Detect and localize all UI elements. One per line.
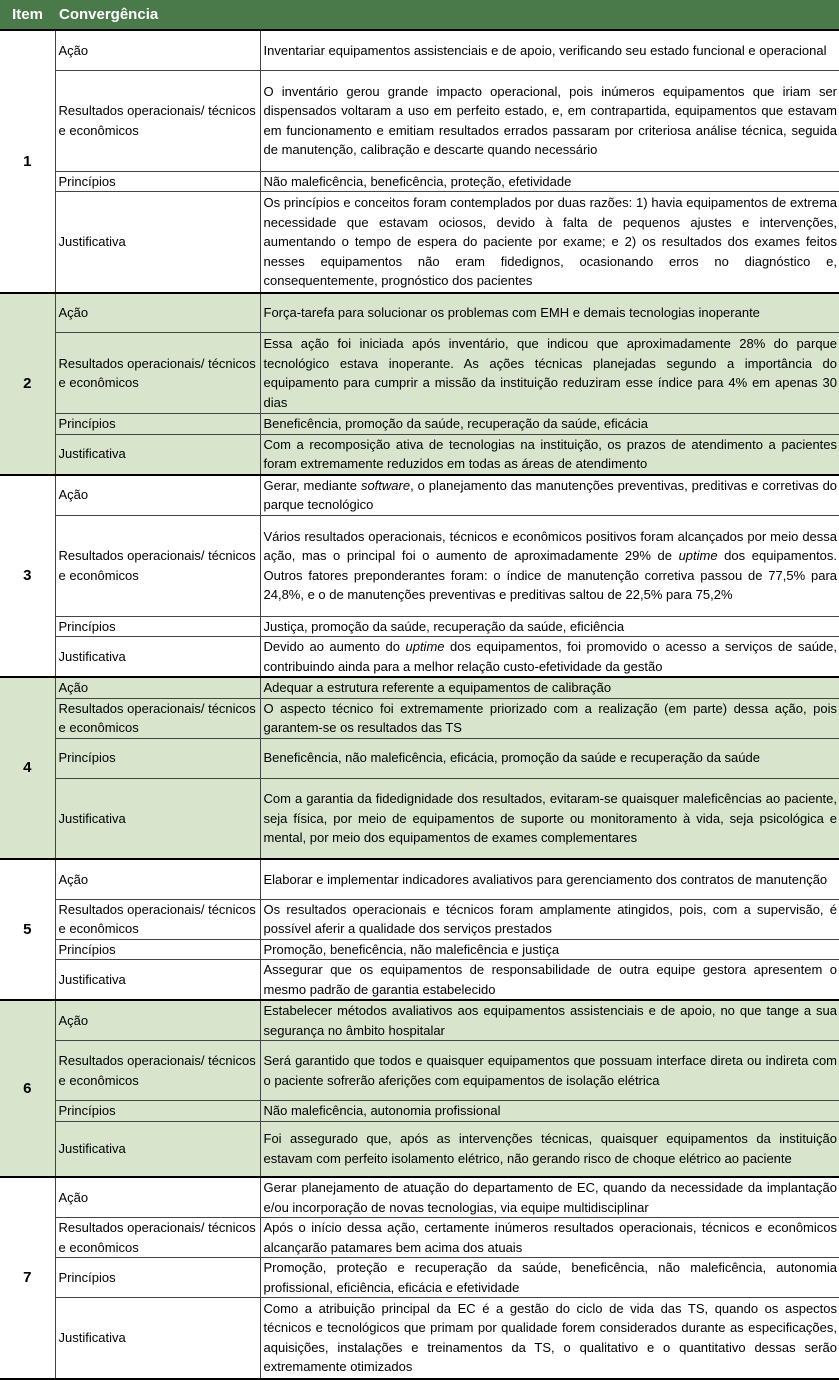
item-number: 7 (0, 1177, 55, 1379)
justificativa-label: Justificativa (55, 778, 260, 859)
resultados-text: Essa ação foi iniciada após inventário, que indicou que aproximadamente 28% do parque tecnológico estava inoperante. As ações técnicas planejadas segundo a importância do equipamento para cumprir a missão da instituição reduziram esse índice para 4% em apenas 30 dias (260, 333, 839, 414)
acao-label: Ação (55, 1177, 260, 1218)
justificativa-label: Justificativa (55, 1298, 260, 1379)
resultados-label: Resultados operacionais/ técnicos e econômicos (55, 899, 260, 939)
acao-label: Ação (55, 475, 260, 516)
acao-text: Inventariar equipamentos assistenciais e de apoio, verificando seu estado funcional e operacional (260, 30, 839, 70)
principios-text: Beneficência, não maleficência, eficácia, promoção da saúde e recuperação da saúde (260, 738, 839, 778)
principios-text: Beneficência, promoção da saúde, recuperação da saúde, eficácia (260, 414, 839, 435)
justificativa-label: Justificativa (55, 192, 260, 293)
principios-text: Não maleficência, beneficência, proteção, efetividade (260, 171, 839, 192)
principios-text: Não maleficência, autonomia profissional (260, 1101, 839, 1122)
resultados-text: O aspecto técnico foi extremamente priorizado com a realização (em parte) dessa ação, pois garantem-se os resultados das TS (260, 698, 839, 738)
uptime-term: uptime (678, 548, 718, 563)
acao-text: Elaborar e implementar indicadores avaliativos para gerenciamento dos contratos de manutenção (260, 859, 839, 899)
header-row (0, 0, 839, 30)
uptime-term: uptime (405, 639, 445, 654)
item-number: 6 (0, 1000, 55, 1177)
justificativa-text: Os princípios e conceitos foram contemplados por duas razões: 1) havia equipamentos de extrema necessidade que estavam ociosos, devido à falta de pequenos ajustes e intervenções, aumentando o tempo de espera do paciente por exame; e 2) os resultados dos exames feitos nesses equipamentos não eram fidedignos, ocasionando erros no diagnóstico e, consequentemente, prognóstico dos pacientes (260, 192, 839, 293)
acao-text: Estabelecer métodos avaliativos aos equipamentos assistenciais e de apoio, no que tange a sua segurança no âmbito hospitalar (260, 1000, 839, 1041)
principios-label: Princípios (55, 1101, 260, 1122)
justificativa-label: Justificativa (55, 637, 260, 678)
item-group-5 (0, 859, 839, 1000)
item-group-2 (0, 293, 839, 475)
resultados-text: Após o início dessa ação, certamente inúmeros resultados operacionais, técnicos e econômicos alcançarão patamares bem acima dos atuais (260, 1218, 839, 1258)
principios-text: Promoção, beneficência, não maleficência e justiça (260, 939, 839, 960)
resultados-text: O inventário gerou grande impacto operacional, pois inúmeros equipamentos que iriam ser dispensados voltaram a uso em perfeito estado, e, em contrapartida, equipamentos que estavam em funcionamento e emitiam resultados errados passaram por criteriosa análise técnica, seguida de manutenção, calibração e descarte quando necessário (260, 70, 839, 171)
resultados-label: Resultados operacionais/ técnicos e econômicos (55, 698, 260, 738)
item-number: 5 (0, 859, 55, 1000)
acao-label: Ação (55, 30, 260, 70)
item-number: 3 (0, 475, 55, 678)
item-group-7 (0, 1177, 839, 1379)
justificativa-text: Devido ao aumento do uptime dos equipamentos, foi promovido o acesso a serviços de saúde, contribuindo ainda para a melhor relação custo-efetividade da gestão (260, 637, 839, 678)
resultados-label: Resultados operacionais/ técnicos e econômicos (55, 1041, 260, 1101)
acao-label: Ação (55, 1000, 260, 1041)
justificativa-text: Com a garantia da fidedignidade dos resultados, evitaram-se quaisquer maleficências ao paciente, seja física, por meio de equipamentos de suporte ou monitoramento à vida, seja psicológica e mental, por meio dos equipamentos de exames complementares (260, 778, 839, 859)
acao-label: Ação (55, 859, 260, 899)
item-group-1 (0, 30, 839, 293)
justificativa-label: Justificativa (55, 960, 260, 1001)
header-item: Item (0, 0, 55, 30)
justificativa-text: Foi assegurado que, após as intervenções técnicas, quaisquer equipamentos da instituição estavam com perfeito isolamento elétrico, não gerando risco de choque elétrico ao paciente (260, 1121, 839, 1177)
justificativa-label: Justificativa (55, 1121, 260, 1177)
principios-label: Princípios (55, 738, 260, 778)
acao-text: Gerar planejamento de atuação do departamento de EC, quando da necessidade da implantação e/ou incorporação de novas tecnologias, via equipe multidisciplinar (260, 1177, 839, 1218)
item-number: 1 (0, 30, 55, 293)
item-number: 2 (0, 293, 55, 475)
resultados-label: Resultados operacionais/ técnicos e econômicos (55, 1218, 260, 1258)
principios-text: Promoção, proteção e recuperação da saúde, beneficência, não maleficência, autonomia profissional, eficiência, eficácia e efetividade (260, 1258, 839, 1298)
item-group-6 (0, 1000, 839, 1177)
principios-label: Princípios (55, 414, 260, 435)
principios-label: Princípios (55, 616, 260, 637)
resultados-label: Resultados operacionais/ técnicos e econômicos (55, 515, 260, 616)
principios-label: Princípios (55, 939, 260, 960)
principios-label: Princípios (55, 171, 260, 192)
resultados-label: Resultados operacionais/ técnicos e econômicos (55, 333, 260, 414)
acao-label: Ação (55, 293, 260, 333)
resultados-label: Resultados operacionais/ técnicos e econômicos (55, 70, 260, 171)
acao-text: Gerar, mediante software, o planejamento das manutenções preventivas, preditivas e corretivas do parque tecnológico (260, 475, 839, 516)
software-term: software (360, 477, 411, 493)
justificativa-label: Justificativa (55, 434, 260, 475)
header-convergencia: Convergência (55, 0, 839, 30)
acao-label: Ação (55, 677, 260, 698)
principios-text: Justiça, promoção da saúde, recuperação da saúde, eficiência (260, 616, 839, 637)
acao-text: Força-tarefa para solucionar os problemas com EMH e demais tecnologias inoperante (260, 293, 839, 333)
justificativa-text: Como a atribuição principal da EC é a gestão do ciclo de vida das TS, quando os aspectos técnicos e tecnológicos que primam por qualidade forem considerados durante as especificações, aquisições, instalações e treinamentos da TS, o qualitativo e o quantitativo dessas serão extremamente otimizados (260, 1298, 839, 1379)
item-group-4 (0, 677, 839, 859)
resultados-text: Os resultados operacionais e técnicos foram amplamente atingidos, pois, com a supervisão, é possível aferir a qualidade dos serviços prestados (260, 899, 839, 939)
item-number: 4 (0, 677, 55, 859)
item-group-3 (0, 475, 839, 678)
acao-text: Adequar a estrutura referente a equipamentos de calibração (260, 677, 839, 698)
justificativa-text: Com a recomposição ativa de tecnologias na instituição, os prazos de atendimento a pacientes foram extremamente reduzidos em todas as áreas de atendimento (260, 434, 839, 475)
justificativa-text: Assegurar que os equipamentos de responsabilidade de outra equipe gestora apresentem o mesmo padrão de garantia estabelecido (260, 960, 839, 1001)
resultados-text: Vários resultados operacionais, técnicos e econômicos positivos foram alcançados por meio dessa ação, mas o principal foi o aumento de aproximadamente 29% de uptime dos equipamentos. Outros fatores preponderantes foram: o índice de manutenção corretiva passou de 77,5% para 24,8%, e o de manutenções preventivas e preditivas saltou de 22,5% para 75,2% (260, 515, 839, 616)
principios-label: Princípios (55, 1258, 260, 1298)
resultados-text: Será garantido que todos e quaisquer equipamentos que possuam interface direta ou indireta com o paciente sofrerão aferições com equipamentos de isolação elétrica (260, 1041, 839, 1101)
